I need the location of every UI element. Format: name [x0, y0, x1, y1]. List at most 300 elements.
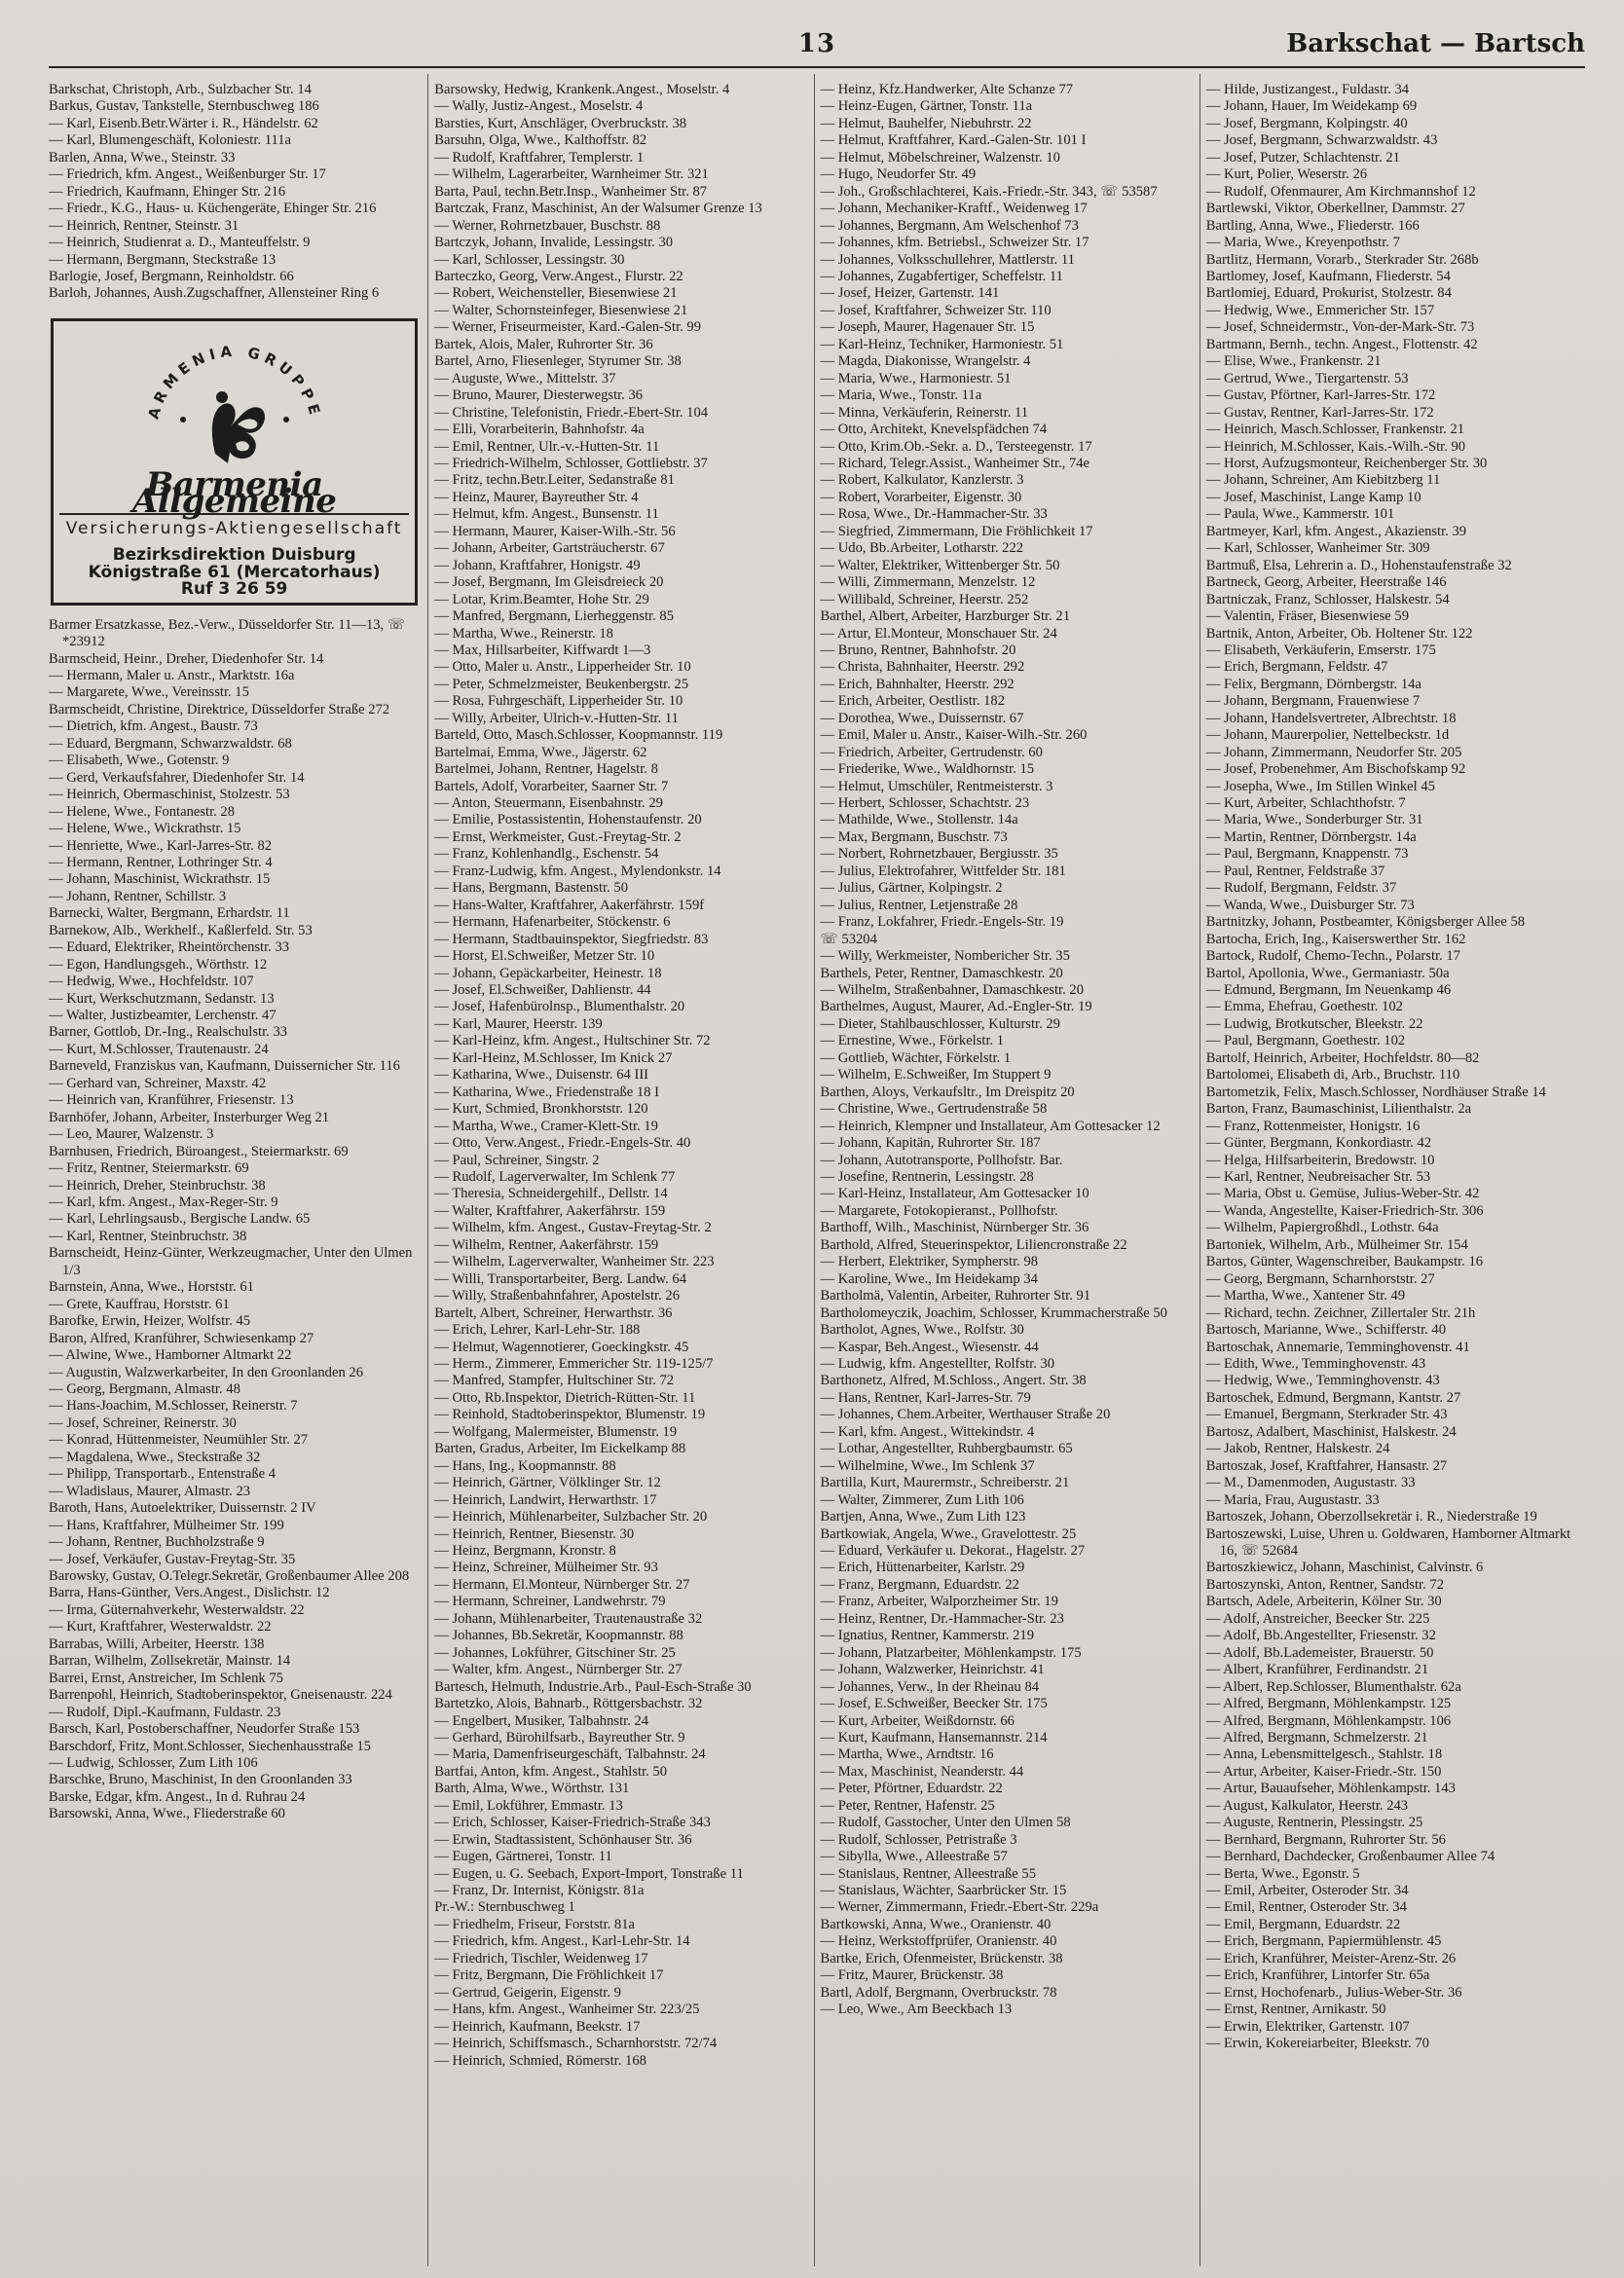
directory-entry: — Heinrich, Mühlenarbeiter, Sulzbacher Str. 20 [434, 1509, 708, 1525]
directory-entry: Bartels, Adolf, Vorarbeiter, Saarner Str. 7 [434, 778, 669, 794]
directory-entry: Bartoniek, Wilhelm, Arb., Mülheimer Str. 154 [1205, 1236, 1468, 1253]
directory-entry: — Alfred, Bergmann, Möhlenkampstr. 125 [1205, 1696, 1452, 1712]
directory-entry: — Augustin, Walzwerkarbeiter, In den Groonlanden 26 [49, 1364, 363, 1380]
directory-entry: — Josef, Heizer, Gartenstr. 141 [820, 285, 1000, 302]
directory-entry: — Ernst, Hochofenarb., Julius-Weber-Str. 36 [1205, 1984, 1462, 2001]
directory-entry: Bartolomei, Elisabeth di, Arb., Bruchstr. 110 [1205, 1067, 1460, 1084]
directory-entry: — Dieter, Stahlbauschlosser, Kulturstr. 29 [820, 1015, 1060, 1032]
directory-entry: Bartneck, Georg, Arbeiter, Heerstraße 146 [1205, 574, 1447, 591]
directory-entry: — Rosa, Fuhrgeschäft, Lipperheider Str. 10 [434, 693, 683, 710]
directory-entry: — Johannes, Zugabfertiger, Scheffelstr. 11 [820, 268, 1063, 284]
directory-entry: — Hans, Ing., Koopmannstr. 88 [434, 1457, 616, 1474]
directory-entry: Barrei, Ernst, Anstreicher, Im Schlenk 75 [49, 1670, 283, 1686]
directory-entry: — Emil, Rentner, Ulr.-v.-Hutten-Str. 11 [434, 438, 660, 455]
directory-entry: — Wilhelmine, Wwe., Im Schlenk 37 [820, 1457, 1035, 1474]
directory-entry: — Otto, Verw.Angest., Friedr.-Engels-Str. 40 [434, 1135, 691, 1152]
directory-entry: Barsuhn, Olga, Wwe., Kalthoffstr. 82 [434, 132, 647, 149]
directory-entry: — Hedwig, Wwe., Emmericher Str. 157 [1205, 302, 1435, 318]
directory-entry: — Gerd, Verkaufsfahrer, Diedenhofer Str. 14 [49, 769, 305, 786]
directory-entry: — Wilhelm, Lagerarbeiter, Warnheimer Str. 321 [434, 166, 709, 183]
directory-entry: — Heinz, Rentner, Dr.-Hammacher-Str. 23 [820, 1610, 1064, 1627]
directory-entry: — Rudolf, Schlosser, Petristraße 3 [820, 1831, 1017, 1848]
directory-entry: — Johannes, Chem.Arbeiter, Werthauser Straße 20 [820, 1407, 1111, 1423]
directory-entry: — Elise, Wwe., Frankenstr. 21 [1205, 353, 1382, 370]
directory-entry: Bartkowski, Anna, Wwe., Oranienstr. 40 [820, 1916, 1052, 1932]
directory-entry: — Katharina, Wwe., Friedenstraße 18 I [434, 1084, 659, 1100]
directory-entry: — Wolfgang, Malermeister, Blumenstr. 19 [434, 1423, 678, 1440]
directory-entry: — Heinrich, Rentner, Steinstr. 31 [49, 217, 240, 234]
directory-entry: — Martha, Wwe., Arndtstr. 16 [820, 1746, 994, 1763]
directory-entry: — Johann, Autotransporte, Pollhofstr. Bar. [820, 1152, 1063, 1168]
directory-entry: — Johann, Maurerpolier, Nettelbeckstr. 1d [1205, 727, 1450, 744]
directory-entry: — Johann, Mühlenarbeiter, Trautenaustraße 32 [434, 1610, 703, 1627]
directory-entry: — Josef, Bergmann, Kolpingstr. 40 [1205, 115, 1408, 131]
directory-entry: — Walter, Schornsteinfeger, Biesenwiese 21 [434, 302, 688, 318]
directory-entry: — Georg, Bergmann, Scharnhorststr. 27 [1205, 1270, 1435, 1287]
directory-entry: — Bruno, Rentner, Bahnhofstr. 20 [820, 642, 1016, 658]
directory-entry: Barra, Hans-Günther, Vers.Angest., Dislichstr. 12 [49, 1585, 330, 1601]
directory-entry: — Gertrud, Geigerin, Eigenstr. 9 [434, 1984, 621, 2001]
directory-entry: — Berta, Wwe., Egonstr. 5 [1205, 1865, 1360, 1882]
directory-entry: — Siegfried, Zimmermann, Die Fröhlichkeit 17 [820, 523, 1093, 539]
directory-entry: — Franz, Rottenmeister, Honigstr. 16 [1205, 1118, 1421, 1134]
directory-entry: — Heinz-Eugen, Gärtner, Tonstr. 11a [820, 98, 1033, 115]
directory-entry: — Günter, Bergmann, Konkordiastr. 42 [1205, 1135, 1432, 1152]
directory-entry: — Artur, Arbeiter, Kaiser-Friedr.-Str. 150 [1205, 1763, 1442, 1780]
directory-entry: — Max, Bergmann, Buschstr. 73 [820, 828, 1008, 845]
directory-entry: — Heinrich, Obermaschinist, Stolzestr. 53 [49, 787, 290, 803]
directory-entry: — Walter, kfm. Angest., Nürnberger Str. 27 [434, 1662, 683, 1678]
directory-entry: Bartczak, Franz, Maschinist, An der Walsumer Grenze 13 [434, 201, 762, 217]
directory-entry: Barneveld, Franziskus van, Kaufmann, Duissernicher Str. 116 [49, 1058, 400, 1075]
directory-entry: — Norbert, Rohrnetzbauer, Bergiusstr. 35 [820, 846, 1058, 863]
directory-entry: Barthels, Peter, Rentner, Damaschkestr. 20 [820, 965, 1063, 981]
directory-entry: Barlen, Anna, Wwe., Steinstr. 33 [49, 149, 236, 165]
directory-entry: — Edmund, Bergmann, Im Neuenkamp 46 [1205, 982, 1452, 999]
directory-entry: — Egon, Handlungsgeh., Wörthstr. 12 [49, 956, 268, 973]
directory-entry: — Alwine, Wwe., Hamborner Altmarkt 22 [49, 1347, 292, 1364]
directory-entry: — Karl, Lehrlingsausb., Bergische Landw. 65 [49, 1211, 311, 1228]
directory-entry: — Franz, Arbeiter, Walporzheimer Str. 19 [820, 1594, 1058, 1610]
directory-entry: — Horst, El.Schweißer, Metzer Str. 10 [434, 948, 655, 965]
directory-entry: Barthold, Alfred, Steuerinspektor, Liliencronstraße 22 [820, 1236, 1127, 1253]
directory-entry: Barsties, Kurt, Anschläger, Overbruckstr. 38 [434, 115, 687, 131]
directory-entry: Bartoszek, Johann, Oberzollsekretär i. R., Niederstraße 19 [1205, 1509, 1537, 1525]
directory-entry: — Josef, Schreiner, Reinerstr. 30 [49, 1415, 237, 1431]
directory-entry: Bartsch, Adele, Arbeiterin, Kölner Str. 30 [1205, 1594, 1442, 1610]
directory-entry: — August, Kalkulator, Heerstr. 243 [1205, 1797, 1409, 1814]
directory-entry: — Franz-Ludwig, kfm. Angest., Mylendonkstr. 14 [434, 863, 721, 879]
directory-entry: — Richard, techn. Zeichner, Zillertaler Str. 21h [1205, 1304, 1476, 1321]
directory-entry: — Friedrich, Arbeiter, Gertrudenstr. 60 [820, 744, 1043, 760]
directory-entry: — Stanislaus, Rentner, Alleestraße 55 [820, 1865, 1037, 1882]
directory-entry: — Heinrich, Schmied, Römerstr. 168 [434, 2052, 646, 2069]
directory-entry: — Johann, Walzwerker, Heinrichstr. 41 [820, 1662, 1045, 1678]
directory-entry: — Valentin, Fräser, Biesenwiese 59 [1205, 608, 1410, 625]
directory-entry: — Wilhelm, Rentner, Aakerfährstr. 159 [434, 1236, 659, 1253]
directory-entry: Barnstein, Anna, Wwe., Horststr. 61 [49, 1279, 254, 1296]
directory-entry: — Gerhard van, Schreiner, Maxstr. 42 [49, 1075, 267, 1091]
directory-entry: — Wilhelm, E.Schweißer, Im Stuppert 9 [820, 1067, 1052, 1084]
directory-entry: — Willy, Werkmeister, Nombericher Str. 35 [820, 948, 1070, 965]
directory-entry: Barsowski, Anna, Wwe., Fliederstraße 60 [49, 1806, 285, 1822]
directory-entry: — Karl-Heinz, M.Schlosser, Im Knick 27 [434, 1049, 673, 1066]
directory-entry: — Reinhold, Stadtoberinspektor, Blumenstr. 19 [434, 1407, 706, 1423]
directory-entry: — Josef, Hafenbürolnsp., Blumenthalstr. 20 [434, 999, 685, 1015]
directory-entry: — Ludwig, Brotkutscher, Bleekstr. 22 [1205, 1015, 1423, 1032]
directory-entry: — Ludwig, Schlosser, Zum Lith 106 [49, 1754, 258, 1771]
directory-entry: Barsowsky, Hedwig, Krankenk.Angest., Moselstr. 4 [434, 82, 730, 97]
directory-entry: — Albert, Rep.Schlosser, Blumenthalstr. 62a [1205, 1678, 1461, 1695]
directory-entry: Barschdorf, Fritz, Mont.Schlosser, Siechenhausstraße 15 [49, 1738, 371, 1754]
directory-entry: — Manfred, Stampfer, Hultschiner Str. 72 [434, 1373, 675, 1389]
directory-entry: Bartesch, Helmuth, Industrie.Arb., Paul-Esch-Straße 30 [434, 1678, 752, 1695]
directory-entry: — Willibald, Schreiner, Heerstr. 252 [820, 591, 1029, 607]
directory-entry: Bartlewski, Viktor, Oberkellner, Dammstr. 27 [1205, 201, 1465, 217]
directory-entry: — Joseph, Maurer, Hagenauer Str. 15 [820, 319, 1035, 336]
directory-entry: Bartoszynski, Anton, Rentner, Sandstr. 72 [1205, 1576, 1445, 1593]
directory-entry: — Hermann, El.Monteur, Nürnberger Str. 27 [434, 1576, 690, 1593]
directory-entry: — Hans, Kraftfahrer, Mülheimer Str. 199 [49, 1517, 284, 1533]
directory-entry: — Otto, Rb.Inspektor, Dietrich-Rütten-Str. 11 [434, 1389, 696, 1406]
directory-entry: — Emanuel, Bergmann, Sterkrader Str. 43 [1205, 1407, 1448, 1423]
directory-entry: — Leo, Maurer, Walzenstr. 3 [49, 1126, 214, 1143]
directory-entry: — Christine, Wwe., Gertrudenstraße 58 [820, 1101, 1048, 1118]
directory-entry: — Friedrich, Tischler, Weidenweg 17 [434, 1950, 648, 1966]
directory-entry: — Heinrich, Masch.Schlosser, Frankenstr. 21 [1205, 422, 1465, 438]
directory-entry: — Bernhard, Bergmann, Ruhrorter Str. 56 [1205, 1831, 1446, 1848]
directory-entry: — Adolf, Anstreicher, Beecker Str. 225 [1205, 1610, 1430, 1627]
directory-entry: — Lothar, Angestellter, Ruhbergbaumstr. 65 [820, 1441, 1073, 1457]
directory-entry: — Ernst, Werkmeister, Gust.-Freytag-Str. 2 [434, 828, 682, 845]
directory-entry: — Karl, Rentner, Neubreisacher Str. 53 [1205, 1169, 1431, 1185]
directory-entry: — Johann, Rentner, Buchholzstraße 9 [49, 1534, 265, 1551]
directory-entry: — Margarete, Wwe., Vereinsstr. 15 [49, 684, 249, 701]
directory-entry: Barran, Wilhelm, Zollsekretär, Mainstr. 14 [49, 1653, 291, 1670]
directory-entry: — Auguste, Wwe., Mittelstr. 37 [434, 370, 616, 386]
directory-entry: — Margarete, Fotokopieranst., Pollhofstr. [820, 1202, 1058, 1219]
directory-entry: — Karl, Eisenb.Betr.Wärter i. R., Händelstr. 62 [49, 115, 318, 131]
directory-entry: — Emil, Bergmann, Eduardstr. 22 [1205, 1916, 1401, 1932]
directory-entry: — Stanislaus, Wächter, Saarbrücker Str. 15 [820, 1883, 1067, 1899]
directory-entry: Baroth, Hans, Autoelektriker, Duissernstr. 2 IV [49, 1500, 316, 1517]
directory-entry: — Anna, Lebensmittelgesch., Stahlstr. 18 [1205, 1746, 1443, 1763]
directory-entry: Barteczko, Georg, Verw.Angest., Flurstr. 22 [434, 268, 683, 284]
directory-entry: — Eugen, u. G. Seebach, Export-Import, Tonstraße 11 [434, 1865, 744, 1882]
directory-entry: — Willy, Arbeiter, Ulrich-v.-Hutten-Str. 11 [434, 710, 679, 726]
directory-entry: Barske, Edgar, kfm. Angest., In d. Ruhrau 24 [49, 1788, 306, 1805]
directory-entry: Bartfai, Anton, kfm. Angest., Stahlstr. 50 [434, 1763, 668, 1780]
directory-entry: — Lotar, Krim.Beamter, Hohe Str. 29 [434, 591, 649, 607]
directory-entry: Barthoff, Wilh., Maschinist, Nürnberger Str. 36 [820, 1220, 1089, 1236]
directory-entry: Bartocha, Erich, Ing., Kaiserswerther Str. 162 [1205, 931, 1466, 947]
directory-entry: — Hedwig, Wwe., Hochfeldstr. 107 [49, 974, 254, 990]
directory-entry: — Hedwig, Wwe., Temminghovenstr. 43 [1205, 1373, 1440, 1389]
directory-entry: — Walter, Kraftfahrer, Aakerfährstr. 159 [434, 1202, 666, 1219]
ad-address: Königstraße 61 (Mercatorhaus) [88, 562, 381, 582]
directory-entry: — Erich, Bahnhalter, Heerstr. 292 [820, 676, 1015, 692]
directory-entry: — Josef, Putzer, Schlachtenstr. 21 [1205, 149, 1400, 165]
directory-entry: Bartoszkiewicz, Johann, Maschinist, Calvinstr. 6 [1205, 1560, 1484, 1576]
directory-entry: — Erich, Schlosser, Kaiser-Friedrich-Straße 343 [434, 1815, 711, 1831]
directory-entry: — Kurt, Schmied, Bronkhorststr. 120 [434, 1101, 648, 1118]
column-1 [47, 74, 427, 2266]
directory-entry: Barnhöfer, Johann, Arbeiter, Insterburger Weg 21 [49, 1109, 330, 1125]
directory-entry: Barrenpohl, Heinrich, Stadtoberinspektor, Gneisenaustr. 224 [49, 1687, 392, 1704]
directory-entry: — Heinz, Kfz.Handwerker, Alte Schanze 77 [820, 82, 1074, 97]
directory-entry: — Gustav, Pförtner, Karl-Jarres-Str. 172 [1205, 387, 1436, 404]
directory-entry: — Johann, Zimmermann, Neudorfer Str. 205 [1205, 744, 1462, 760]
directory-entry: Barowsky, Gustav, O.Telegr.Sekretär, Großenbaumer Allee 208 [49, 1567, 410, 1584]
directory-entry: — Hilde, Justizangest., Fuldastr. 34 [1205, 82, 1410, 97]
directory-entry: Barnhusen, Friedrich, Büroangest., Steiermarkstr. 69 [49, 1143, 349, 1159]
directory-entry: Bartoschak, Annemarie, Temminghovenstr. 41 [1205, 1339, 1470, 1355]
directory-entry: — Willy, Straßenbahnfahrer, Apostelstr. 26 [434, 1288, 680, 1304]
directory-entry: — Paula, Wwe., Kammerstr. 101 [1205, 506, 1395, 523]
directory-entry: — Friedrich, kfm. Angest., Weißenburger Str. 17 [49, 166, 326, 183]
directory-entry: — Kaspar, Beh.Angest., Wiesenstr. 44 [820, 1339, 1039, 1355]
directory-entry: — Hermann, Stadtbauinspektor, Siegfriedstr. 83 [434, 931, 709, 947]
directory-entry: — Fritz, Rentner, Steiermarkstr. 69 [49, 1160, 249, 1177]
directory-entry: — Emma, Ehefrau, Goethestr. 102 [1205, 999, 1403, 1015]
directory-entry: — Johannes, kfm. Betriebsl., Schweizer Str. 17 [820, 235, 1089, 251]
directory-entry: Bartling, Anna, Wwe., Fliederstr. 166 [1205, 217, 1420, 234]
directory-entry: Barofke, Erwin, Heizer, Wolfstr. 45 [49, 1313, 251, 1330]
directory-entry: — Rudolf, Bergmann, Feldstr. 37 [1205, 880, 1397, 897]
column-4 [1200, 74, 1585, 2266]
directory-entry: — Anton, Steuermann, Eisenbahnstr. 29 [434, 795, 663, 812]
directory-entry: — Werner, Zimmermann, Friedr.-Ebert-Str. 229a [820, 1899, 1099, 1916]
directory-entry: — Kurt, Polier, Weserstr. 26 [1205, 166, 1368, 183]
directory-entry: — Helmut, Wagennotierer, Goeckingkstr. 45 [434, 1339, 689, 1355]
directory-entry: Bartos, Günter, Wagenschreiber, Baukampstr. 16 [1205, 1254, 1484, 1270]
directory-entry: Barkus, Gustav, Tankstelle, Sternbuschweg 186 [49, 98, 319, 115]
directory-entry: — Christine, Telefonistin, Friedr.-Ebert-Str. 104 [434, 404, 709, 421]
entry-list-before-ad [49, 82, 422, 303]
directory-entry: — Heinrich, Studienrat a. D., Manteuffelstr. 9 [49, 235, 311, 251]
directory-entry: Barth, Alma, Wwe., Wörthstr. 131 [434, 1781, 630, 1797]
entry-list-after-ad [49, 617, 422, 1823]
directory-entry: — Erich, Hüttenarbeiter, Karlstr. 29 [820, 1560, 1025, 1576]
directory-entry: — Kurt, Arbeiter, Schlachthofstr. 7 [1205, 795, 1406, 812]
directory-entry: — Eduard, Bergmann, Schwarzwaldstr. 68 [49, 735, 292, 752]
directory-entry: — Wanda, Angestellte, Kaiser-Friedrich-Str. 306 [1205, 1202, 1484, 1219]
directory-entry: — Fritz, Maurer, Brückenstr. 38 [820, 1967, 1004, 1984]
directory-entry: Bartlomey, Josef, Kaufmann, Fliederstr. 54 [1205, 268, 1451, 284]
directory-entry: — Gottlieb, Wächter, Förkelstr. 1 [820, 1049, 1012, 1066]
directory-entry: — Johann, Rentner, Schillstr. 3 [49, 888, 227, 904]
directory-entry: — Friedrich-Wilhelm, Schlosser, Gottliebstr. 37 [434, 455, 708, 471]
directory-entry: — Friedhelm, Friseur, Forststr. 81a [434, 1916, 635, 1932]
directory-entry: Bartometzik, Felix, Masch.Schlosser, Nordhäuser Straße 14 [1205, 1084, 1546, 1100]
directory-entry: — Walter, Justizbeamter, Lerchenstr. 47 [49, 1008, 277, 1024]
directory-entry: Bartholmä, Valentin, Arbeiter, Ruhrorter Str. 91 [820, 1288, 1091, 1304]
directory-entry: — Wilhelm, Straßenbahner, Damaschkestr. 20 [820, 982, 1085, 999]
directory-entry: — Paul, Bergmann, Goethestr. 102 [1205, 1033, 1406, 1049]
directory-entry: — Rudolf, Lagerverwalter, Im Schlenk 77 [434, 1169, 676, 1185]
directory-entry: — Ignatius, Rentner, Kammerstr. 219 [820, 1628, 1034, 1644]
directory-entry: — Josef, Schneidermstr., Von-der-Mark-Str. 73 [1205, 319, 1475, 336]
directory-entry: — Edith, Wwe., Temminghovenstr. 43 [1205, 1355, 1426, 1372]
directory-entry: — Wilhelm, Lagerverwalter, Wanheimer Str. 223 [434, 1254, 715, 1270]
directory-entry: — Johannes, Bergmann, Am Welschenhof 73 [820, 217, 1079, 234]
directory-entry: — Ernestine, Wwe., Förkelstr. 1 [820, 1033, 1005, 1049]
directory-entry: — Katharina, Wwe., Duisenstr. 64 III [434, 1067, 649, 1084]
directory-entry: Bartoszak, Josef, Kraftfahrer, Hansastr. 27 [1205, 1457, 1448, 1474]
directory-entry: Bartnitzky, Johann, Postbeamter, Königsberger Allee 58 [1205, 914, 1526, 931]
directory-entry: — Martha, Wwe., Xantener Str. 49 [1205, 1288, 1406, 1304]
directory-entry: Bartlitz, Hermann, Vorarb., Sterkrader Str. 268b [1205, 251, 1479, 268]
directory-entry: — Willi, Zimmermann, Menzelstr. 12 [820, 574, 1036, 591]
directory-entry: Bartjen, Anna, Wwe., Zum Lith 123 [820, 1509, 1026, 1525]
directory-entry: — Josef, Probenehmer, Am Bischofskamp 92 [1205, 761, 1466, 778]
directory-entry: Barlogie, Josef, Bergmann, Reinholdstr. 66 [49, 268, 294, 284]
directory-entry: — Udo, Bb.Arbeiter, Lotharstr. 222 [820, 540, 1024, 557]
directory-entry: — Franz, Bergmann, Eduardstr. 22 [820, 1576, 1019, 1593]
directory-entry: — Franz, Dr. Internist, Königstr. 81a [434, 1883, 645, 1899]
directory-entry: — Elli, Vorarbeiterin, Bahnhofstr. 4a [434, 422, 645, 438]
directory-entry: — Julius, Elektrofahrer, Wittfelder Str. 181 [820, 863, 1066, 879]
directory-entry: — Dietrich, kfm. Angest., Baustr. 73 [49, 718, 258, 735]
directory-entry: — Hermann, Maler u. Anstr., Marktstr. 16a [49, 667, 295, 683]
directory-entry: — Hermann, Rentner, Lothringer Str. 4 [49, 854, 273, 870]
directory-entry: Bartmann, Bernh., techn. Angest., Flottenstr. 42 [1205, 336, 1478, 352]
insurance-advertisement [51, 318, 418, 606]
directory-entry: — Eduard, Verkäufer u. Dekorat., Hagelstr. 27 [820, 1542, 1086, 1559]
directory-entry: — Karl, Schlosser, Lessingstr. 30 [434, 251, 625, 268]
directory-entry: — Ludwig, kfm. Angestellter, Rolfstr. 30 [820, 1355, 1055, 1372]
directory-columns [47, 74, 1585, 2266]
directory-entry: — Walter, Elektriker, Wittenberger Str. 50 [820, 557, 1060, 573]
directory-entry: — Helmut, Umschüler, Rentmeisterstr. 3 [820, 778, 1053, 794]
directory-entry: — Karl, kfm. Angest., Max-Reger-Str. 9 [49, 1194, 278, 1211]
directory-entry: — Martha, Wwe., Reinerstr. 18 [434, 625, 613, 642]
directory-entry: — Heinrich, Gärtner, Völklinger Str. 12 [434, 1475, 661, 1491]
directory-entry: — Otto, Maler u. Anstr., Lipperheider Str. 10 [434, 659, 691, 676]
directory-entry: — Karl, Blumengeschäft, Koloniestr. 111a [49, 132, 291, 149]
directory-entry: — Maria, Wwe., Sonderburger Str. 31 [1205, 812, 1423, 828]
directory-entry: — Manfred, Bergmann, Lierheggenstr. 85 [434, 608, 674, 625]
directory-entry: — Johann, Kraftfahrer, Honigstr. 49 [434, 557, 641, 573]
directory-entry: — Richard, Telegr.Assist., Wanheimer Str., 74e [820, 455, 1090, 471]
directory-entry: — Gerhard, Bürohilfsarb., Bayreuther Str. 9 [434, 1729, 685, 1745]
directory-entry: Bartelmei, Johann, Rentner, Hagelstr. 8 [434, 761, 658, 778]
directory-entry: — Werner, Friseurmeister, Kard.-Galen-Str. 99 [434, 319, 702, 336]
directory-entry: — Helene, Wwe., Fontanestr. 28 [49, 803, 236, 820]
directory-entry: — Johann, Arbeiter, Gartsträucherstr. 67 [434, 540, 665, 557]
directory-entry: — Martha, Wwe., Cramer-Klett-Str. 19 [434, 1118, 658, 1134]
directory-entry: — Helga, Hilfsarbeiterin, Bredowstr. 10 [1205, 1152, 1435, 1168]
directory-entry: — Johann, Bergmann, Frauenwiese 7 [1205, 693, 1421, 710]
directory-entry: Bartosz, Adalbert, Maschinist, Halskestr. 24 [1205, 1423, 1457, 1440]
directory-entry: — Karl, Schlosser, Wanheimer Str. 309 [1205, 540, 1430, 557]
directory-entry: — Josef, El.Schweißer, Dahlienstr. 44 [434, 982, 651, 999]
directory-entry: — Auguste, Rentnerin, Plessingstr. 25 [1205, 1815, 1423, 1831]
svg-text:ARMENIA GRUPPE [144, 343, 324, 422]
directory-entry: — Maria, Wwe., Kreyenpothstr. 7 [1205, 235, 1400, 251]
directory-entry: Bartoszewski, Luise, Uhren u. Goldwaren, Hamborner Altmarkt 16, ☏ 52684 [1205, 1525, 1571, 1559]
directory-entry: — Max, Hillsarbeiter, Kiffwardt 1—3 [434, 642, 651, 658]
directory-entry: — Josepha, Wwe., Im Stillen Winkel 45 [1205, 778, 1435, 794]
page-header [49, 25, 1585, 68]
directory-entry: — Adolf, Bb.Angestellter, Friesenstr. 32 [1205, 1628, 1436, 1644]
directory-entry: Barnscheidt, Heinz-Günter, Werkzeugmacher, Unter den Ulmen 1/3 [49, 1245, 413, 1278]
directory-entry: Bartniczak, Franz, Schlosser, Halskestr. 54 [1205, 591, 1450, 607]
directory-entry: — Gertrud, Wwe., Tiergartenstr. 53 [1205, 370, 1409, 386]
directory-entry: — Johannes, Lokführer, Gitschiner Str. 25 [434, 1644, 676, 1661]
directory-entry: — Robert, Kalkulator, Kanzlerstr. 3 [820, 472, 1024, 489]
directory-entry: — Johann, Maschinist, Wickrathstr. 15 [49, 871, 271, 888]
directory-entry: — Emilie, Postassistentin, Hohenstaufenstr. 20 [434, 812, 702, 828]
directory-entry: Bartetzko, Alois, Bahnarb., Röttgersbachstr. 32 [434, 1696, 703, 1712]
directory-entry: — Heinrich, Kaufmann, Beekstr. 17 [434, 2018, 641, 2035]
directory-entry: — Kurt, Arbeiter, Weißdornstr. 66 [820, 1712, 1015, 1729]
column-3 [814, 74, 1200, 2266]
directory-entry: — Leo, Wwe., Am Beeckbach 13 [820, 2002, 1013, 2018]
directory-entry: — Sibylla, Wwe., Alleestraße 57 [820, 1849, 1008, 1865]
directory-entry: Bartek, Alois, Maler, Ruhrorter Str. 36 [434, 336, 653, 352]
directory-entry: — Irma, Güternahverkehr, Westerwaldstr. 22 [49, 1601, 305, 1618]
directory-entry: — Gustav, Rentner, Karl-Jarres-Str. 172 [1205, 404, 1434, 421]
directory-entry: — Herbert, Schlosser, Schachtstr. 23 [820, 795, 1030, 812]
directory-entry: — Engelbert, Musiker, Talbahnstr. 24 [434, 1712, 649, 1729]
directory-entry: — Martin, Rentner, Dörnbergstr. 14a [1205, 828, 1417, 845]
directory-entry: — Wladislaus, Maurer, Almastr. 23 [49, 1483, 251, 1499]
directory-entry: — Johann, Hauer, Im Weidekamp 69 [1205, 98, 1418, 115]
directory-entry: — Joh., Großschlachterei, Kais.-Friedr.-Str. 343, ☏ 53587 [820, 183, 1158, 200]
directory-entry: — Werner, Rohrnetzbauer, Buschstr. 88 [434, 217, 661, 234]
directory-entry: — Josef, Bergmann, Im Gleisdreieck 20 [434, 574, 664, 591]
directory-entry: — Heinrich van, Kranführer, Friesenstr. 13 [49, 1092, 294, 1109]
directory-entry: — Maria, Frau, Augustastr. 33 [1205, 1491, 1380, 1508]
directory-entry: — Emil, Lokführer, Emmastr. 13 [434, 1797, 623, 1814]
directory-entry: — Rudolf, Gasstocher, Unter den Ulmen 58 [820, 1815, 1071, 1831]
directory-entry: — Heinz, Bergmann, Kronstr. 8 [434, 1542, 616, 1559]
directory-entry: — Julius, Rentner, Letjenstraße 28 [820, 897, 1018, 913]
directory-entry: — Emil, Maler u. Anstr., Kaiser-Wilh.-Str. 260 [820, 727, 1088, 744]
directory-entry: — Herbert, Elektriker, Sympherstr. 98 [820, 1254, 1039, 1270]
directory-entry: — Johannes, Volksschullehrer, Mattlerstr. 11 [820, 251, 1075, 268]
directory-entry: — Artur, El.Monteur, Monschauer Str. 24 [820, 625, 1057, 642]
directory-entry: — Alfred, Bergmann, Schmelzerstr. 21 [1205, 1729, 1428, 1745]
directory-entry: Barloh, Johannes, Aush.Zugschaffner, Allensteiner Ring 6 [49, 285, 380, 302]
directory-entry: — Karl-Heinz, kfm. Angest., Hultschiner Str. 72 [434, 1033, 711, 1049]
directory-entry: — Paul, Schreiner, Singstr. 2 [434, 1152, 600, 1168]
directory-entry: Barnecki, Walter, Bergmann, Erhardstr. 11 [49, 905, 290, 922]
barmenia-logo-icon [113, 327, 356, 473]
directory-entry: Bartmeyer, Karl, kfm. Angest., Akazienstr. 39 [1205, 523, 1467, 539]
directory-entry: Barnekow, Alb., Werkhelf., Kaßlerfeld. Str. 53 [49, 922, 313, 938]
directory-entry: — Hugo, Neudorfer Str. 49 [820, 166, 977, 183]
directory-entry: — Erwin, Stadtassistent, Schönhauser Str. 36 [434, 1831, 692, 1848]
directory-entry: — Wilhelm, kfm. Angest., Gustav-Freytag-Str. 2 [434, 1220, 712, 1236]
directory-entry: Bartilla, Kurt, Maurermstr., Schreiberstr. 21 [820, 1475, 1070, 1491]
directory-entry: — Erich, Kranführer, Meister-Arenz-Str. 26 [1205, 1950, 1457, 1966]
directory-entry: — Karoline, Wwe., Im Heidekamp 34 [820, 1270, 1038, 1287]
directory-entry: — Karl, Maurer, Heerstr. 139 [434, 1015, 603, 1032]
directory-entry: — Artur, Bauaufseher, Möhlenkampstr. 143 [1205, 1781, 1456, 1797]
directory-entry: — Franz, Kohlenhandlg., Eschenstr. 54 [434, 846, 659, 863]
directory-entry: — Peter, Pförtner, Eduardstr. 22 [820, 1781, 1003, 1797]
directory-entry: Barmer Ersatzkasse, Bez.-Verw., Düsseldorfer Str. 11—13, ☏ *23912 [49, 616, 406, 650]
directory-entry: — Erich, Bergmann, Papiermühlenstr. 45 [1205, 1933, 1442, 1950]
directory-entry: — Peter, Schmelzmeister, Beukenbergstr. 25 [434, 676, 689, 692]
directory-entry: Bartmuß, Elsa, Lehrerin a. D., Hohenstaufenstraße 32 [1205, 557, 1512, 573]
directory-entry: Barthelmes, August, Maurer, Ad.-Engler-Str. 19 [820, 999, 1092, 1015]
directory-entry: — Hermann, Hafenarbeiter, Stöckenstr. 6 [434, 914, 671, 931]
directory-entry: — Magda, Diakonisse, Wrangelstr. 4 [820, 353, 1031, 370]
directory-entry: — Helmut, Möbelschreiner, Walzenstr. 10 [820, 149, 1060, 165]
